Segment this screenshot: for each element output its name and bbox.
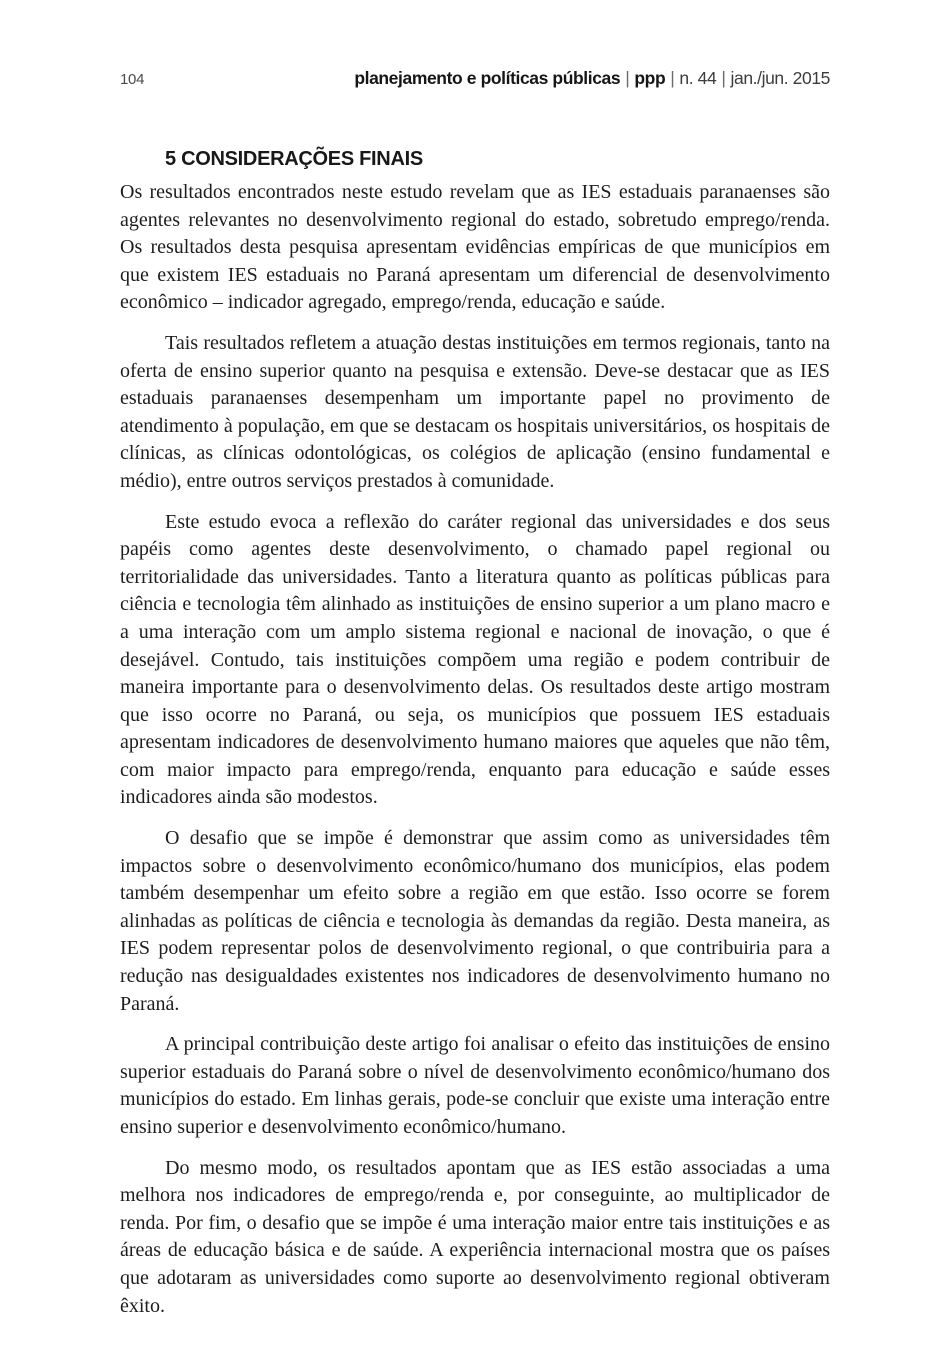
journal-period: jan./jun. 2015 (730, 68, 830, 88)
article-body (120, 179, 830, 1320)
paragraph: Este estudo evoca a reflexão do caráter regional das universidades e dos seus papéis como agentes deste desenvolvimento, o chamado papel regional ou territorialidade das universidades. Tanto a literatura quanto as políticas públicas para ciência e tecnologia têm alinhado as instituições de ensino superior a um plano macro e a uma interação com um amplo sistema regional e nacional de inovação, o que é desejável. Contudo, tais instituições compõem uma região e podem contribuir de maneira importante para o desenvolvimento delas. Os resultados deste artigo mostram que isso ocorre no Paraná, ou seja, os municípios que possuem IES estaduais apresentam indicadores de desenvolvimento humano maiores que aqueles que não têm, com maior impacto para emprego/renda, enquanto para educação e saúde esses indicadores ainda são modestos. (120, 510, 830, 809)
journal-title: planejamento e políticas públicas (354, 68, 621, 88)
paragraph: Os resultados encontrados neste estudo revelam que as IES estaduais paranaenses são agentes relevantes no desenvolvimento regional do estado, sobretudo emprego/renda. Os resultados desta pesquisa apresentam evidências empíricas de que municípios em que existem IES estaduais no Paraná apresentam um diferencial de desenvolvimento econômico – indicador agregado, emprego/renda, educação e saúde. (120, 181, 830, 314)
header-separator: | (670, 68, 675, 88)
header-separator: | (625, 68, 630, 88)
running-head (120, 68, 830, 89)
section-heading: 5 CONSIDERAÇÕES FINAIS (165, 148, 423, 170)
paragraph: Tais resultados refletem a atuação destas instituições em termos regionais, tanto na oferta de ensino superior quanto na pesquisa e extensão. Deve-se destacar que as IES estaduais paranaenses desempenham um importante papel no provimento de atendimento à população, em que se destacam os hospitais universitários, os hospitais de clínicas, as clínicas odontológicas, os colégios de aplicação (ensino fundamental e médio), entre outros serviços prestados à comunidade. (120, 331, 830, 492)
journal-issue: n. 44 (679, 68, 717, 88)
journal-abbrev: ppp (634, 68, 666, 88)
header-separator: | (721, 68, 726, 88)
page-content (120, 68, 830, 1333)
paragraph: A principal contribuição deste artigo foi analisar o efeito das instituições de ensino superior estaduais do Paraná sobre o nível de desenvolvimento econômico/humano dos municípios do estado. Em linhas gerais, pode-se concluir que existe uma interação entre ensino superior e desenvolvimento econômico/humano. (120, 1033, 830, 1138)
page-number: 104 (120, 71, 145, 88)
paragraph: O desafio que se impõe é demonstrar que assim como as universidades têm impactos sobre o desenvolvimento econômico/humano dos municípios, elas podem também desempenhar um efeito sobre a região em que estão. Isso ocorre se forem alinhadas as políticas de ciência e tecnologia às demandas da região. Desta maneira, as IES podem representar polos de desenvolvimento regional, o que contribuiria para a redução nas desigualdades existentes nos indicadores de desenvolvimento humano no Paraná. (120, 827, 830, 1015)
paragraph: Do mesmo modo, os resultados apontam que as IES estão associadas a uma melhora nos indicadores de emprego/renda e, por conseguinte, ao multiplicador de renda. Por fim, o desafio que se impõe é uma interação maior entre tais instituições e as áreas de educação básica e de saúde. A experiência internacional mostra que os países que adotaram as universidades como suporte ao desenvolvimento regional obtiveram êxito. (120, 1156, 830, 1317)
journal-header (354, 68, 830, 89)
